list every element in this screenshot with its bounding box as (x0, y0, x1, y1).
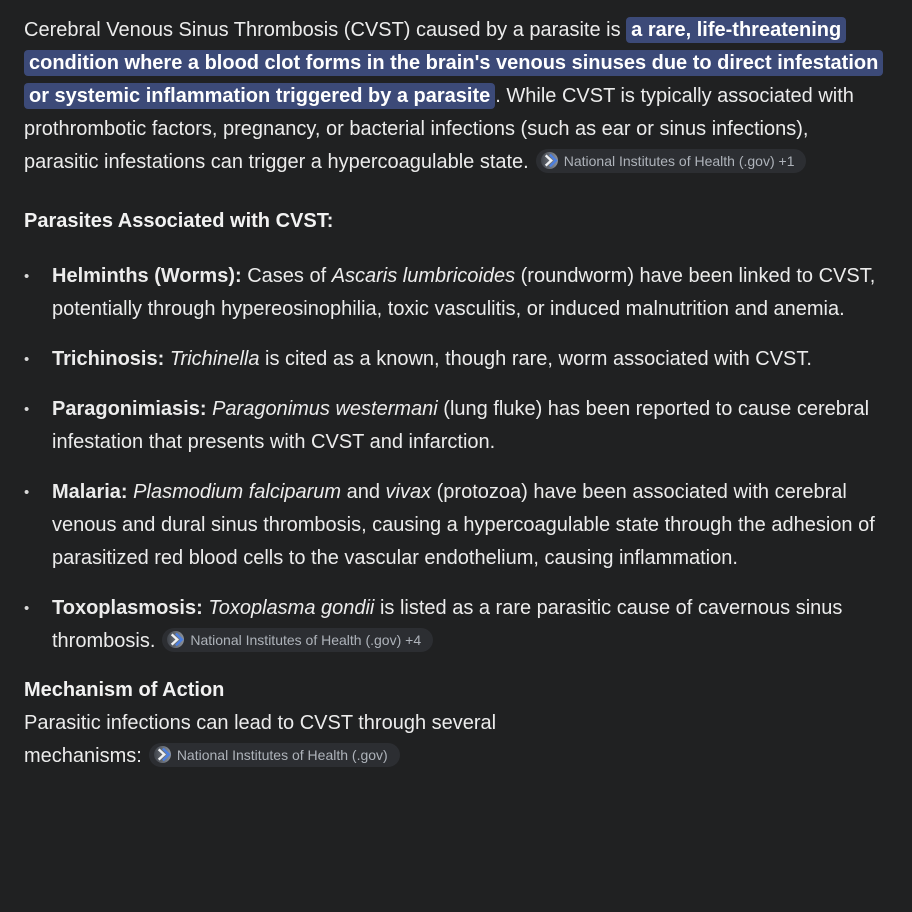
citation-pill[interactable] (149, 743, 400, 767)
nih-favicon-icon (541, 152, 558, 169)
highlighted-answer[interactable]: a rare, life-threatening condition where a blood clot forms in the brain's venous sinuses due to direct infestation or systemic inflammation triggered by a parasite (24, 17, 883, 109)
text-segment: Cases of (241, 265, 332, 287)
list-item (24, 592, 888, 658)
mechanism-heading: Mechanism of Action (24, 679, 225, 701)
bullet-dot: • (24, 600, 30, 617)
citation-label: National Institutes of Health (.gov) +4 (190, 631, 422, 648)
nih-favicon-icon (154, 746, 171, 763)
mechanism-paragraph (24, 707, 594, 773)
text-segment: Paragonimiasis: (52, 398, 207, 420)
list-item-text (52, 260, 888, 326)
citation-pill[interactable] (162, 628, 433, 652)
list-item-text (52, 343, 888, 376)
text-segment: (protozoa) have been associated with cerebral venous and dural sinus thrombosis, causing a hypercoagulable state through the adhesion of parasitized red blood cells to the vascular endothelium, causing inflammation. (52, 481, 875, 569)
text-segment: vivax (385, 481, 432, 503)
intro-text-after: . While CVST is typically associated with prothrombotic factors, pregnancy, or bacterial infections (such as ear or sinus infections), parasitic infestations can trigger a hypercoagulable state. (24, 85, 854, 173)
citation-label: National Institutes of Health (.gov) (176, 746, 388, 763)
mechanism-text: Parasitic infections can lead to CVST through several mechanisms: (24, 712, 497, 767)
text-segment: Paragonimus westermani (212, 398, 438, 420)
list-item-text (52, 476, 888, 575)
nih-favicon-icon (167, 631, 184, 648)
text-segment: Trichinella (169, 348, 260, 370)
list-item (24, 476, 888, 575)
citation-label: National Institutes of Health (.gov) +1 (563, 152, 795, 169)
list-item (24, 393, 888, 459)
intro-paragraph (24, 14, 888, 179)
list-item (24, 343, 888, 376)
parasites-list (24, 260, 888, 658)
intro-text-before: Cerebral Venous Sinus Thrombosis (CVST) caused by a parasite is (24, 19, 627, 41)
bullet-dot: • (24, 351, 30, 368)
text-segment: is cited as a known, though rare, worm associated with CVST. (259, 348, 812, 370)
citation-pill[interactable] (536, 149, 807, 173)
text-segment: Plasmodium falciparum (133, 481, 342, 503)
bullet-dot: • (24, 268, 30, 285)
list-item-text (52, 393, 888, 459)
text-segment: (roundworm) have been linked to CVST, potentially through hypereosinophilia, toxic vasculitis, or induced malnutrition and anemia. (52, 265, 876, 320)
text-segment: (lung fluke) has been reported to cause cerebral infestation that presents with CVST and infarction. (52, 398, 870, 453)
parasites-heading: Parasites Associated with CVST: (24, 210, 334, 232)
text-segment: Trichinosis: (52, 348, 165, 370)
list-item-text (52, 592, 888, 658)
text-segment: and (341, 481, 386, 503)
list-item (24, 260, 888, 326)
text-segment: Malaria: (52, 481, 128, 503)
bullet-dot: • (24, 484, 30, 501)
text-segment: Helminths (Worms): (52, 265, 242, 287)
text-segment: Toxoplasma gondii (208, 597, 375, 619)
text-segment: Ascaris lumbricoides (331, 265, 516, 287)
bullet-dot: • (24, 401, 30, 418)
text-segment: Toxoplasmosis: (52, 597, 203, 619)
text-segment: is listed as a rare parasitic cause of cavernous sinus thrombosis. (52, 597, 843, 652)
